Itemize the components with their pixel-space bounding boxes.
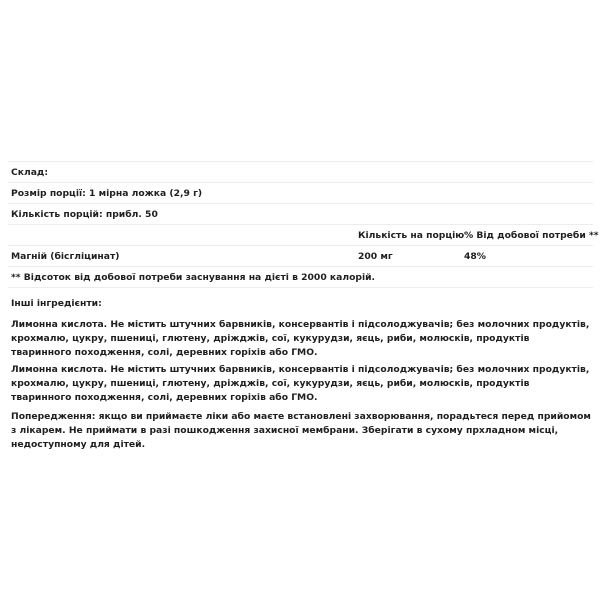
serving-size-label: Розмір порції: 1 мірна ложка (2,9 г) (8, 183, 355, 204)
serving-size-amount (355, 183, 461, 204)
composition-amount (355, 162, 461, 183)
footnote-dv (461, 267, 593, 288)
table-row-footnote (8, 267, 593, 288)
other-ingredients-paragraph-2: Лимонна кислота. Не містить штучних барвників, консервантів і підсолоджувачів; без молочних продуктів, крохмалю, цукру, пшениці, глютену, дріжджів, сої, кукурудзи, яєць, риби, молюсків, продуктів тваринного походження, солі, деревних горіхів або ГМО. (11, 364, 590, 403)
servings-count-dv (461, 204, 593, 225)
warning-text: Попередження: якщо ви приймаєте ліки або маєте встановлені захворювання, порадьтеся перед прийомом з лікарем. Не приймати в разі пошкодження захисної мембрани. Зберігати в сухому прхладном місці, недоступному для дітей. (11, 411, 591, 450)
composition-dv (461, 162, 593, 183)
serving-size-dv (461, 183, 593, 204)
other-ingredients-heading: Інші інгредієнти: (11, 298, 102, 309)
other-ingredients-paragraph-1: Лимонна кислота. Не містить штучних барвників, консервантів і підсолоджувачів; без молочних продуктів, крохмалю, цукру, пшениці, глютену, дріжджів, сої, кукурудзи, яєць, риби, молюсків, продуктів тваринного походження, солі, деревних горіхів або ГМО. (11, 319, 590, 358)
table-row-composition (8, 162, 593, 183)
table-header-row (8, 225, 593, 246)
table-row-serving-size (8, 183, 593, 204)
supplement-facts (8, 161, 599, 288)
daily-value-footnote: ** Відсоток від добової потреби заснування на дієті в 2000 калорій. (8, 267, 355, 288)
header-amount-per-serving: Кількість на порцію (355, 225, 461, 246)
magnesium-amount: 200 мг (355, 246, 461, 267)
magnesium-dv: 48% (461, 246, 593, 267)
table-row-magnesium (8, 246, 593, 267)
servings-count-amount (355, 204, 461, 225)
servings-count-label: Кількість порцій: прибл. 50 (8, 204, 355, 225)
supplement-facts-table (8, 161, 599, 288)
table-row-servings-count (8, 204, 593, 225)
header-daily-value: % Від добової потреби ** (461, 225, 593, 246)
magnesium-label: Магній (бісгліцинат) (8, 246, 355, 267)
header-nutrient (8, 225, 355, 246)
composition-label: Склад: (8, 162, 355, 183)
